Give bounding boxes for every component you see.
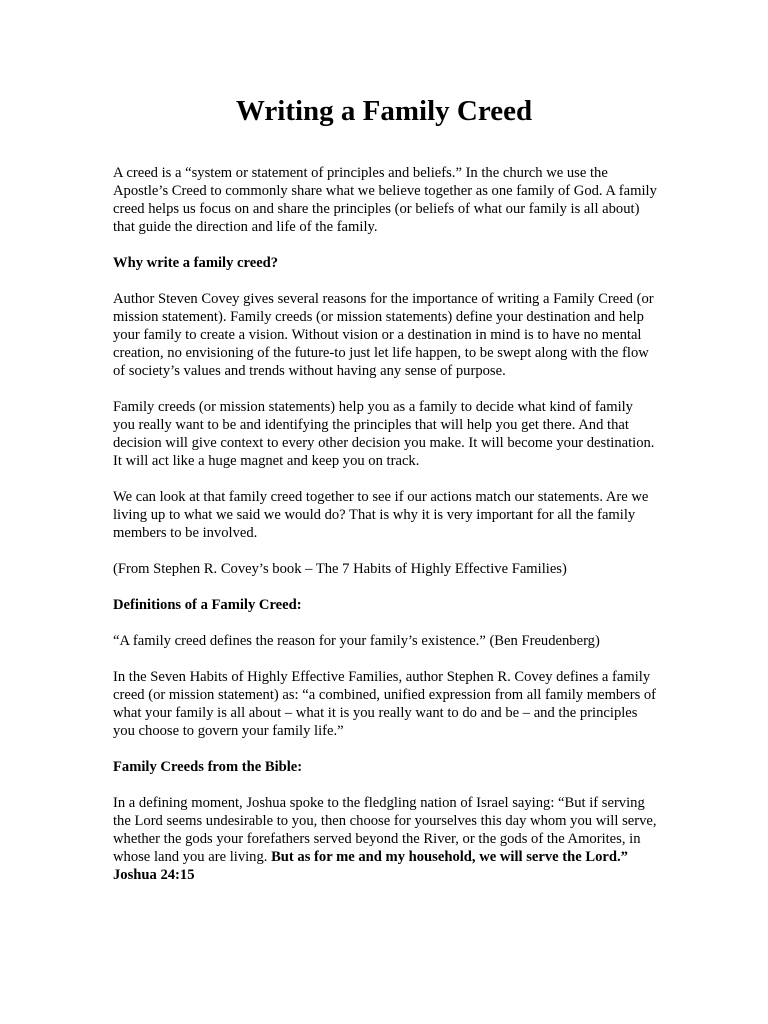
intro-paragraph: A creed is a “system or statement of principles and beliefs.” In the church we use the Apostle’s Creed to commonly share what we believe together as one family of God. A family creed helps us focus on and share the principles (or beliefs of what our family is all about) that guide the direction and life of the family.	[113, 165, 657, 235]
section-heading-bible: Family Creeds from the Bible:	[113, 759, 303, 775]
decide-kind-paragraph: Family creeds (or mission statements) help you as a family to decide what kind of family you really want to be and identifying the principles that will help you get there. And that decision will give context to every other decision you make. It will become your destination. It will act like a huge magnet and keep you on track.	[113, 399, 655, 469]
section-heading-definitions: Definitions of a Family Creed:	[113, 597, 302, 613]
joshua-quote-text: In a defining moment, Joshua spoke to the fledgling nation of Israel saying: “But if serving the Lord seems undesirable to you, then choose for yourselves this day whom you will serve, whether the gods your forefathers served beyond the River, or the gods of the Amorites, in whose land you are living.	[113, 795, 657, 865]
freudenberg-definition: “A family creed defines the reason for your family’s existence.” (Ben Freudenberg)	[113, 633, 600, 649]
covey-definition: In the Seven Habits of Highly Effective Families, author Stephen R. Covey defines a family creed (or mission statement) as: “a combined, unified expression from all family members of what your family is all about – what it is you really want to do and be – and the principles you choose to govern your family life.”	[113, 669, 657, 739]
joshua-bold-quote: But as for me and my household, we will serve the Lord.” Joshua 24:15	[113, 849, 628, 883]
document-body	[113, 164, 658, 884]
look-together-paragraph: We can look at that family creed together to see if our actions match our statements. Are we living up to what we said we would do? That is why it is very important for all the family members to be involved.	[113, 489, 649, 541]
page-title: Writing a Family Creed	[235, 95, 533, 127]
covey-reasons-paragraph: Author Steven Covey gives several reasons for the importance of writing a Family Creed (or mission statement). Family creeds (or mission statements) define your destination and help your family to create a vision. Without vision or a destination in mind is to have no mental creation, no envisioning of the future-to just let life happen, to be swept along with the flow of society’s values and trends without having any sense of purpose.	[113, 291, 654, 379]
joshua-paragraph	[113, 794, 658, 884]
source-citation: (From Stephen R. Covey’s book – The 7 Habits of Highly Effective Families)	[113, 561, 567, 577]
section-heading-why: Why write a family creed?	[113, 255, 279, 271]
